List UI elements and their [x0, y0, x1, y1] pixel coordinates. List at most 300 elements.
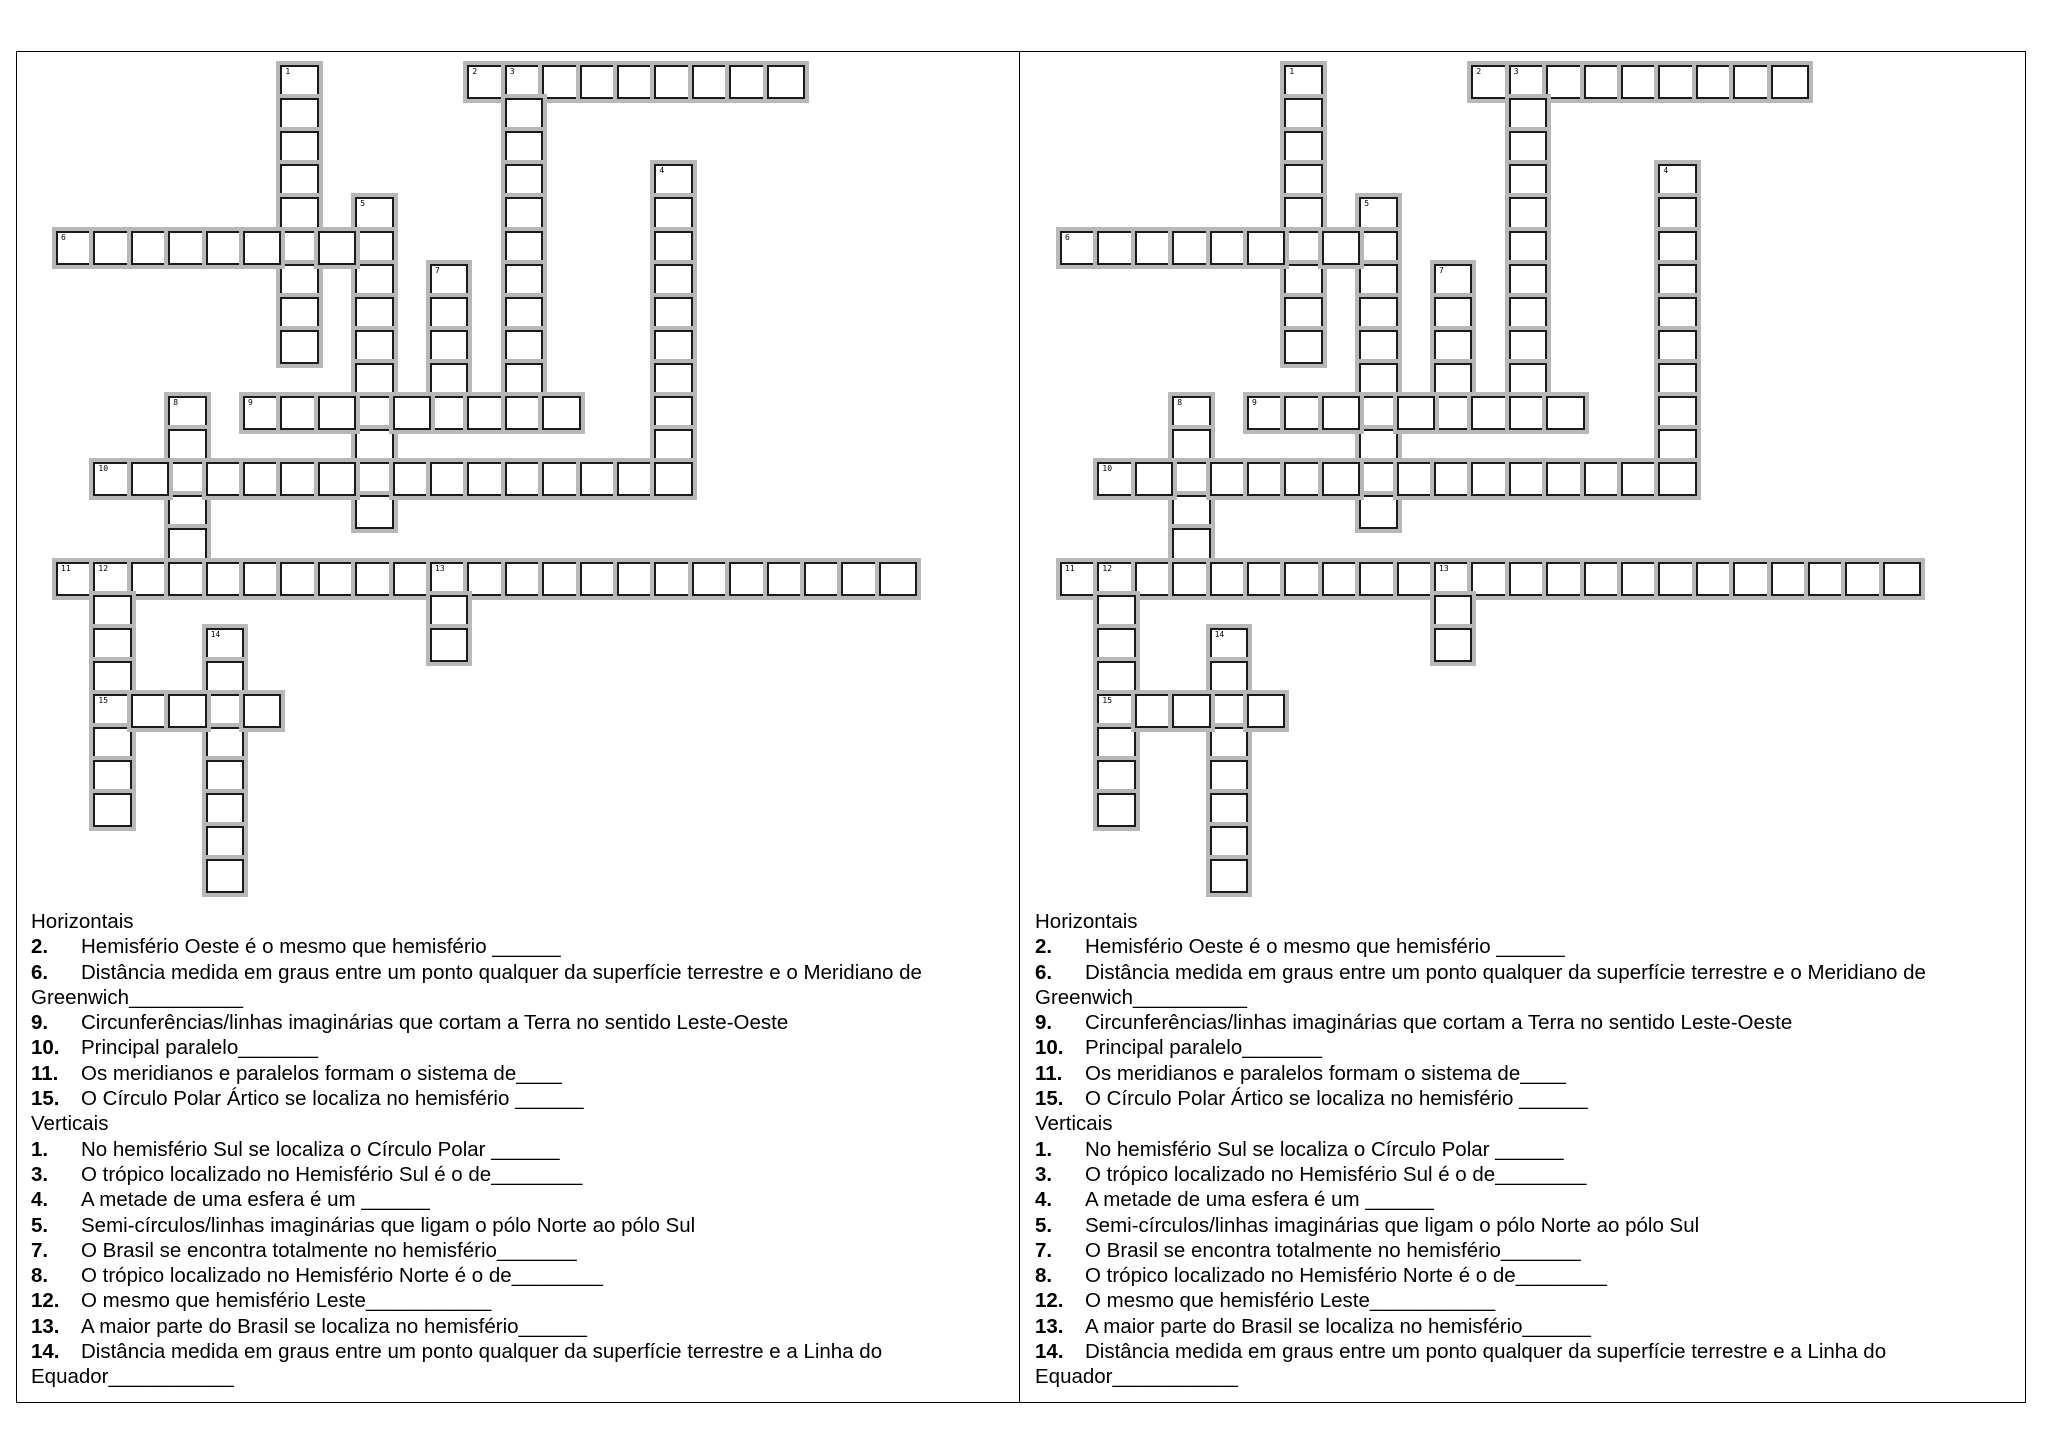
crossword-cell[interactable]	[1359, 297, 1397, 331]
clue-text: O mesmo que hemisfério Leste___________	[81, 1289, 492, 1313]
crossword-cell[interactable]	[1172, 462, 1210, 496]
crossword-cell[interactable]	[1135, 562, 1173, 596]
crossword-cell[interactable]	[1509, 462, 1547, 496]
crossword-cell[interactable]	[168, 429, 206, 463]
crossword-cell[interactable]	[1097, 727, 1135, 761]
crossword-cell[interactable]	[804, 562, 842, 596]
crossword-cell[interactable]	[505, 562, 543, 596]
crossword-cell[interactable]	[280, 396, 318, 430]
crossword-cell-13[interactable]	[430, 562, 468, 596]
crossword-cell[interactable]	[1434, 330, 1472, 364]
crossword-cell[interactable]	[280, 197, 318, 231]
crossword-cell[interactable]	[1210, 694, 1248, 728]
crossword-cell[interactable]	[1135, 462, 1173, 496]
crossword-cell[interactable]	[654, 562, 692, 596]
crossword-cell-9[interactable]	[243, 396, 281, 430]
crossword-cell[interactable]	[1284, 562, 1322, 596]
crossword-cell[interactable]	[355, 495, 393, 529]
crossword-cell[interactable]	[93, 661, 131, 695]
clue-text: O trópico localizado no Hemisfério Sul é o de________	[1085, 1162, 1587, 1186]
clue-number: 4.	[1035, 1188, 1053, 1212]
clue-text: Distância medida em graus entre um ponto qualquer da superfície terrestre e a Linha do Equador___________	[31, 1340, 883, 1389]
crossword-cell[interactable]	[1210, 661, 1248, 695]
crossword-cell[interactable]	[1322, 462, 1360, 496]
crossword-cell[interactable]	[1284, 297, 1322, 331]
crossword-cell[interactable]	[206, 859, 244, 893]
crossword-cell[interactable]	[1359, 330, 1397, 364]
crossword-cell-2[interactable]	[1471, 65, 1509, 99]
crossword-cell[interactable]	[1210, 793, 1248, 827]
clue-text: Distância medida em graus entre um ponto qualquer da superfície terrestre e a Linha do Equador___________	[1035, 1340, 1887, 1389]
crossword-cell[interactable]	[1546, 462, 1584, 496]
crossword-cell[interactable]	[131, 231, 169, 265]
crossword-cell[interactable]	[131, 462, 169, 496]
crossword-cell[interactable]	[1247, 462, 1285, 496]
crossword-panel-right	[1021, 51, 2021, 1403]
cell-number: 2	[472, 67, 478, 76]
crossword-cell[interactable]	[1172, 495, 1210, 529]
crossword-cell[interactable]	[654, 197, 692, 231]
crossword-cell-3[interactable]	[505, 65, 543, 99]
cell-number: 5	[1364, 199, 1370, 209]
crossword-cell[interactable]	[206, 727, 244, 761]
clue-text: O trópico localizado no Hemisfério Norte é o de________	[81, 1264, 603, 1288]
clue-number: 8.	[31, 1264, 49, 1288]
crossword-cell[interactable]	[1172, 562, 1210, 596]
crossword-cell[interactable]	[1808, 562, 1846, 596]
crossword-cell[interactable]	[1322, 562, 1360, 596]
crossword-cell[interactable]	[1658, 330, 1696, 364]
crossword-cell[interactable]	[1359, 562, 1397, 596]
crossword-cell[interactable]	[505, 131, 543, 165]
crossword-cell[interactable]	[1210, 859, 1248, 893]
crossword-cell[interactable]	[1172, 528, 1210, 562]
crossword-cell[interactable]	[654, 330, 692, 364]
crossword-cell[interactable]	[355, 231, 393, 265]
crossword-cell[interactable]	[1771, 562, 1809, 596]
clue-number: 15.	[31, 1087, 60, 1111]
crossword-cell[interactable]	[318, 396, 356, 430]
crossword-cell[interactable]	[617, 562, 655, 596]
crossword-cell[interactable]	[1771, 65, 1809, 99]
crossword-cell[interactable]	[1434, 462, 1472, 496]
crossword-cell[interactable]	[1434, 628, 1472, 662]
crossword-cell[interactable]	[1359, 231, 1397, 265]
crossword-cell[interactable]	[654, 65, 692, 99]
crossword-cell[interactable]	[692, 65, 730, 99]
vertical-heading: Verticais	[1035, 1112, 1113, 1136]
crossword-cell[interactable]	[1359, 462, 1397, 496]
crossword-cell[interactable]	[1658, 462, 1696, 496]
crossword-cell-10[interactable]	[1097, 462, 1135, 496]
crossword-cell[interactable]	[93, 793, 131, 827]
crossword-cell[interactable]	[393, 462, 431, 496]
crossword-cell[interactable]	[280, 297, 318, 331]
crossword-cell[interactable]	[767, 562, 805, 596]
crossword-cell[interactable]	[1434, 297, 1472, 331]
clue-down-12	[1035, 1288, 2010, 1313]
crossword-cell-4[interactable]	[1658, 164, 1696, 198]
crossword-cell[interactable]	[1359, 396, 1397, 430]
crossword-cell[interactable]	[206, 231, 244, 265]
crossword-cell[interactable]	[542, 462, 580, 496]
crossword-cell[interactable]	[1883, 562, 1921, 596]
crossword-cell-15[interactable]	[93, 694, 131, 728]
clue-down-5	[31, 1213, 1006, 1238]
crossword-cell[interactable]	[1546, 562, 1584, 596]
crossword-cell[interactable]	[467, 562, 505, 596]
crossword-cell[interactable]	[430, 330, 468, 364]
crossword-cell[interactable]	[580, 462, 618, 496]
crossword-cell[interactable]	[355, 429, 393, 463]
crossword-cell[interactable]	[1509, 330, 1547, 364]
crossword-cell[interactable]	[1434, 363, 1472, 397]
crossword-cell[interactable]	[318, 462, 356, 496]
crossword-cell[interactable]	[168, 231, 206, 265]
crossword-cell[interactable]	[243, 231, 281, 265]
crossword-cell[interactable]	[1284, 197, 1322, 231]
crossword-cell[interactable]	[1097, 628, 1135, 662]
crossword-cell[interactable]	[318, 562, 356, 596]
crossword-cell[interactable]	[542, 562, 580, 596]
horizontal-heading: Horizontais	[1035, 910, 1138, 933]
clue-down-7	[1035, 1238, 2010, 1263]
crossword-cell[interactable]	[393, 396, 431, 430]
crossword-cell[interactable]	[1172, 231, 1210, 265]
crossword-cell[interactable]	[1284, 131, 1322, 165]
crossword-cell[interactable]	[505, 164, 543, 198]
crossword-cell[interactable]	[206, 694, 244, 728]
crossword-cell[interactable]	[1247, 562, 1285, 596]
crossword-cell[interactable]	[1696, 562, 1734, 596]
cell-number: 6	[1065, 232, 1070, 242]
crossword-cell[interactable]	[1658, 297, 1696, 331]
crossword-cell[interactable]	[1210, 760, 1248, 794]
crossword-cell-6[interactable]	[1060, 231, 1098, 265]
crossword-cell[interactable]	[1584, 462, 1622, 496]
crossword-cell[interactable]	[168, 694, 206, 728]
crossword-cell-7[interactable]	[430, 264, 468, 298]
crossword-cell[interactable]	[1247, 231, 1285, 265]
crossword-cell[interactable]	[505, 98, 543, 132]
crossword-cell[interactable]	[1284, 330, 1322, 364]
crossword-cell[interactable]	[1658, 65, 1696, 99]
crossword-cell[interactable]	[393, 562, 431, 596]
crossword-cell-12[interactable]	[93, 562, 131, 596]
crossword-cell[interactable]	[168, 462, 206, 496]
crossword-cell[interactable]	[280, 264, 318, 298]
crossword-cell[interactable]	[1546, 396, 1584, 430]
crossword-cell-5[interactable]	[355, 197, 393, 231]
crossword-cell[interactable]	[1584, 65, 1622, 99]
crossword-cell[interactable]	[505, 231, 543, 265]
crossword-cell[interactable]	[355, 363, 393, 397]
clue-down-1	[1035, 1137, 2010, 1162]
crossword-cell[interactable]	[206, 760, 244, 794]
cell-number: 7	[1439, 265, 1444, 275]
crossword-cell[interactable]	[1845, 562, 1883, 596]
clue-number: 10.	[31, 1036, 60, 1060]
crossword-cell[interactable]	[692, 562, 730, 596]
crossword-cell[interactable]	[355, 396, 393, 430]
crossword-cell[interactable]	[206, 793, 244, 827]
crossword-cell-4[interactable]	[654, 164, 692, 198]
crossword-cell[interactable]	[617, 65, 655, 99]
clue-number: 14.	[31, 1340, 60, 1364]
cell-number: 15	[98, 695, 109, 705]
crossword-cell[interactable]	[1471, 396, 1509, 430]
crossword-cell[interactable]	[1658, 264, 1696, 298]
clue-down-1	[31, 1137, 1006, 1162]
crossword-cell-11[interactable]	[56, 562, 94, 596]
crossword-cell[interactable]	[1135, 694, 1173, 728]
crossword-cell-8[interactable]	[168, 396, 206, 430]
cell-number: 4	[659, 166, 665, 176]
crossword-cell[interactable]	[206, 826, 244, 860]
crossword-cell[interactable]	[1284, 231, 1322, 265]
crossword-cell[interactable]	[1284, 462, 1322, 496]
crossword-cell[interactable]	[1509, 396, 1547, 430]
crossword-cell[interactable]	[1284, 396, 1322, 430]
crossword-cell[interactable]	[430, 628, 468, 662]
crossword-cell[interactable]	[280, 164, 318, 198]
clue-number: 8.	[1035, 1264, 1053, 1288]
crossword-cell[interactable]	[1359, 429, 1397, 463]
crossword-cell[interactable]	[1696, 65, 1734, 99]
crossword-cell[interactable]	[1097, 661, 1135, 695]
crossword-cell[interactable]	[168, 495, 206, 529]
crossword-cell[interactable]	[206, 462, 244, 496]
crossword-cell[interactable]	[1509, 231, 1547, 265]
crossword-cell-11[interactable]	[1060, 562, 1098, 596]
crossword-cell[interactable]	[1210, 727, 1248, 761]
clue-across-9	[1035, 1010, 2010, 1035]
crossword-cell[interactable]	[280, 562, 318, 596]
crossword-cell[interactable]	[93, 231, 131, 265]
crossword-cell[interactable]	[168, 528, 206, 562]
clue-number: 6.	[1035, 960, 1053, 984]
crossword-cell-13[interactable]	[1434, 562, 1472, 596]
crossword-cell[interactable]	[841, 562, 879, 596]
crossword-cell[interactable]	[1284, 264, 1322, 298]
crossword-cell-3[interactable]	[1509, 65, 1547, 99]
cell-number: 3	[509, 67, 515, 76]
crossword-cell[interactable]	[617, 462, 655, 496]
crossword-cell[interactable]	[1509, 363, 1547, 397]
crossword-cell[interactable]	[1509, 131, 1547, 165]
crossword-cell[interactable]	[1397, 562, 1435, 596]
crossword-cell[interactable]	[654, 462, 692, 496]
crossword-cell[interactable]	[1247, 694, 1285, 728]
crossword-cell[interactable]	[1733, 65, 1771, 99]
crossword-cell[interactable]	[318, 231, 356, 265]
crossword-grid	[17, 51, 1017, 911]
crossword-cell[interactable]	[430, 595, 468, 629]
clue-across-6	[1035, 960, 2010, 1011]
crossword-cell[interactable]	[1471, 462, 1509, 496]
crossword-cell[interactable]	[1097, 595, 1135, 629]
crossword-cell[interactable]	[1621, 462, 1659, 496]
crossword-cell[interactable]	[654, 264, 692, 298]
crossword-cell[interactable]	[1359, 363, 1397, 397]
crossword-cell-6[interactable]	[56, 231, 94, 265]
crossword-cell[interactable]	[1546, 65, 1584, 99]
crossword-cell-14[interactable]	[1210, 628, 1248, 662]
crossword-cell[interactable]	[355, 297, 393, 331]
crossword-cell[interactable]	[243, 562, 281, 596]
crossword-cell[interactable]	[1621, 562, 1659, 596]
cell-number: 14	[1214, 629, 1225, 639]
crossword-cell[interactable]	[654, 297, 692, 331]
crossword-cell-5[interactable]	[1359, 197, 1397, 231]
crossword-cell[interactable]	[1509, 264, 1547, 298]
crossword-cell[interactable]	[1172, 429, 1210, 463]
crossword-cell[interactable]	[1733, 562, 1771, 596]
crossword-cell[interactable]	[505, 264, 543, 298]
crossword-cell[interactable]	[542, 65, 580, 99]
cell-number: 7	[435, 265, 440, 275]
crossword-cell[interactable]	[168, 562, 206, 596]
crossword-cell[interactable]	[131, 694, 169, 728]
crossword-cell[interactable]	[430, 396, 468, 430]
crossword-cell[interactable]	[1509, 562, 1547, 596]
clue-text: Principal paralelo_______	[81, 1036, 319, 1060]
crossword-cell[interactable]	[93, 727, 131, 761]
crossword-cell[interactable]	[280, 98, 318, 132]
crossword-cell-12[interactable]	[1097, 562, 1135, 596]
crossword-cell[interactable]	[1584, 562, 1622, 596]
crossword-cell[interactable]	[505, 396, 543, 430]
crossword-cell[interactable]	[243, 462, 281, 496]
clue-text: Semi-círculos/linhas imaginárias que ligam o pólo Norte ao pólo Sul	[1085, 1213, 1700, 1237]
crossword-cell[interactable]	[430, 297, 468, 331]
crossword-cell[interactable]	[1210, 562, 1248, 596]
crossword-cell[interactable]	[654, 429, 692, 463]
crossword-cell[interactable]	[280, 131, 318, 165]
crossword-cell[interactable]	[93, 628, 131, 662]
crossword-cell[interactable]	[729, 562, 767, 596]
crossword-cell[interactable]	[580, 562, 618, 596]
crossword-cell[interactable]	[654, 363, 692, 397]
crossword-cell[interactable]	[430, 363, 468, 397]
crossword-cell[interactable]	[1097, 231, 1135, 265]
crossword-cell[interactable]	[1621, 65, 1659, 99]
clue-number: 11.	[31, 1061, 59, 1085]
crossword-cell[interactable]	[505, 462, 543, 496]
crossword-cell[interactable]	[355, 330, 393, 364]
crossword-cell[interactable]	[1322, 231, 1360, 265]
crossword-cell[interactable]	[467, 396, 505, 430]
crossword-cell[interactable]	[729, 65, 767, 99]
crossword-cell[interactable]	[1210, 462, 1248, 496]
crossword-cell[interactable]	[280, 231, 318, 265]
crossword-cell[interactable]	[1322, 396, 1360, 430]
crossword-cell[interactable]	[1172, 694, 1210, 728]
crossword-cell[interactable]	[1359, 264, 1397, 298]
crossword-cell[interactable]	[1210, 231, 1248, 265]
crossword-cell-15[interactable]	[1097, 694, 1135, 728]
crossword-cell[interactable]	[93, 760, 131, 794]
cell-number: 11	[61, 563, 71, 573]
crossword-cell[interactable]	[580, 65, 618, 99]
crossword-cell[interactable]	[355, 562, 393, 596]
crossword-cell[interactable]	[1471, 562, 1509, 596]
crossword-cell[interactable]	[505, 197, 543, 231]
crossword-cell[interactable]	[767, 65, 805, 99]
crossword-cell[interactable]	[280, 330, 318, 364]
crossword-cell[interactable]	[355, 462, 393, 496]
crossword-cell[interactable]	[654, 231, 692, 265]
crossword-cell[interactable]	[131, 562, 169, 596]
clue-down-7	[31, 1238, 1006, 1263]
clue-number: 7.	[31, 1238, 49, 1262]
crossword-cell-10[interactable]	[93, 462, 131, 496]
crossword-cell[interactable]	[1434, 396, 1472, 430]
crossword-cell[interactable]	[93, 595, 131, 629]
crossword-cell[interactable]	[1397, 462, 1435, 496]
crossword-grid	[1021, 51, 2021, 911]
crossword-cell-1[interactable]	[280, 65, 318, 99]
crossword-cell[interactable]	[1210, 826, 1248, 860]
crossword-cell[interactable]	[206, 562, 244, 596]
crossword-cell[interactable]	[1509, 98, 1547, 132]
crossword-cell[interactable]	[505, 330, 543, 364]
clue-down-3	[31, 1162, 1006, 1187]
crossword-cell[interactable]	[1097, 760, 1135, 794]
crossword-cell[interactable]	[505, 297, 543, 331]
crossword-cell[interactable]	[1284, 98, 1322, 132]
clue-across-9	[31, 1010, 1006, 1035]
crossword-cell[interactable]	[1434, 595, 1472, 629]
crossword-cell[interactable]	[542, 396, 580, 430]
crossword-cell[interactable]	[1509, 297, 1547, 331]
crossword-cell-8[interactable]	[1172, 396, 1210, 430]
crossword-cell[interactable]	[1658, 429, 1696, 463]
crossword-cell[interactable]	[1658, 562, 1696, 596]
crossword-cell[interactable]	[654, 396, 692, 430]
crossword-cell[interactable]	[1135, 231, 1173, 265]
clue-number: 6.	[31, 960, 49, 984]
crossword-cell[interactable]	[879, 562, 917, 596]
crossword-cell[interactable]	[505, 363, 543, 397]
crossword-cell[interactable]	[1509, 164, 1547, 198]
crossword-cell[interactable]	[1397, 396, 1435, 430]
crossword-cell[interactable]	[1509, 197, 1547, 231]
clue-text: No hemisfério Sul se localiza o Círculo Polar ______	[81, 1137, 560, 1161]
crossword-cell-2[interactable]	[467, 65, 505, 99]
crossword-cell[interactable]	[1359, 495, 1397, 529]
crossword-cell[interactable]	[1284, 164, 1322, 198]
horizontal-clues	[31, 934, 1006, 1111]
crossword-cell-9[interactable]	[1247, 396, 1285, 430]
crossword-cell[interactable]	[1658, 197, 1696, 231]
crossword-cell[interactable]	[430, 462, 468, 496]
crossword-cell-14[interactable]	[206, 628, 244, 662]
crossword-cell[interactable]	[243, 694, 281, 728]
crossword-cell[interactable]	[1658, 363, 1696, 397]
crossword-cell[interactable]	[280, 462, 318, 496]
crossword-cell[interactable]	[1658, 231, 1696, 265]
crossword-cell[interactable]	[1097, 793, 1135, 827]
crossword-cell[interactable]	[1658, 396, 1696, 430]
crossword-cell-1[interactable]	[1284, 65, 1322, 99]
crossword-cell[interactable]	[355, 264, 393, 298]
crossword-cell[interactable]	[467, 462, 505, 496]
crossword-cell-7[interactable]	[1434, 264, 1472, 298]
clue-down-4	[1035, 1187, 2010, 1212]
crossword-cell[interactable]	[206, 661, 244, 695]
clue-number: 1.	[1035, 1137, 1053, 1161]
